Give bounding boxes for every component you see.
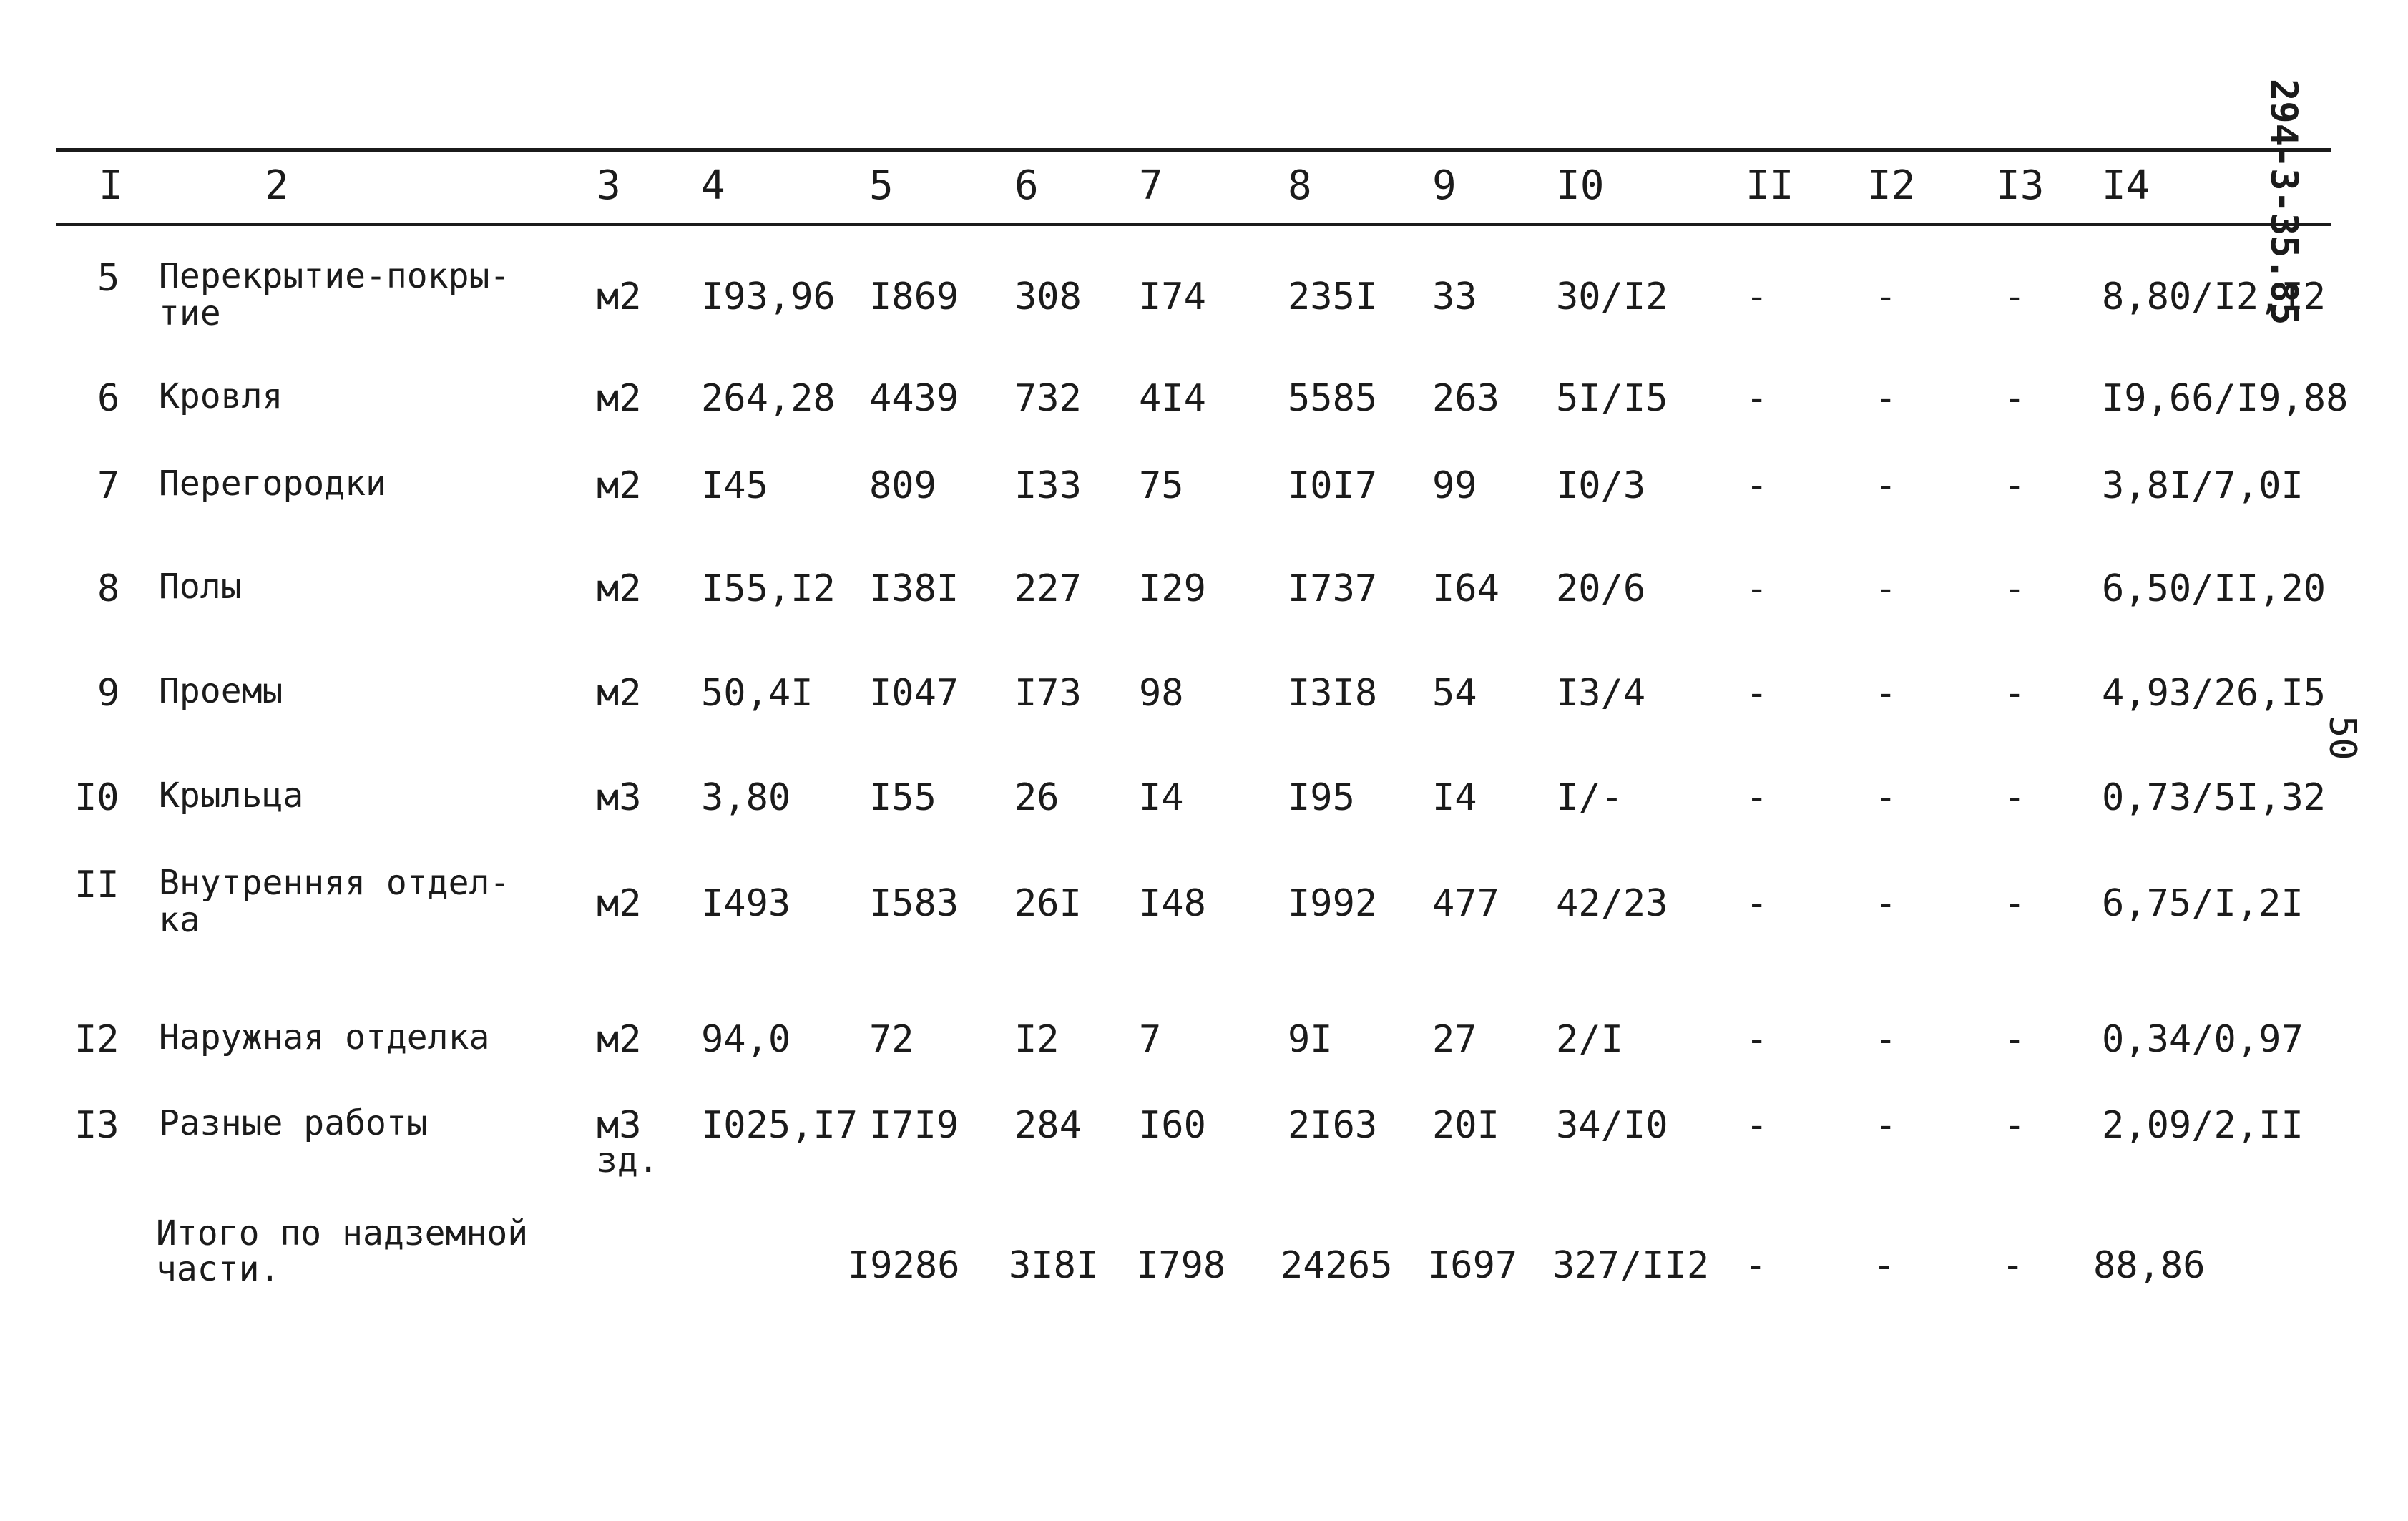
column-header: 5: [869, 162, 894, 209]
total-c10: 327/II2: [1552, 1244, 1710, 1287]
cell-c8: I3I8: [1288, 672, 1378, 715]
row-name: Полы: [159, 567, 242, 607]
cell-c11: -: [1746, 776, 1768, 819]
cell-c10: 30/I2: [1556, 275, 1668, 318]
total-label-continued: части.: [156, 1249, 280, 1289]
cell-c8: 2I63: [1288, 1104, 1378, 1147]
row-number: I0: [74, 776, 119, 819]
cell-c5: 4439: [869, 377, 959, 420]
cell-c9: 263: [1432, 377, 1499, 420]
cell-c7: 75: [1139, 464, 1184, 507]
cell-c14: 6,75/I,2I: [2102, 882, 2304, 925]
cell-c6: I73: [1014, 672, 1082, 715]
table-header-rule: [56, 223, 2331, 226]
cell-c7: 7: [1139, 1018, 1162, 1061]
cell-c7: 98: [1139, 672, 1184, 715]
cell-c13: -: [2003, 377, 2026, 420]
row-unit: м2: [597, 377, 642, 420]
row-number: 5: [97, 257, 120, 300]
cell-c12: -: [1874, 377, 1897, 420]
total-c12: -: [1873, 1244, 1896, 1287]
row-name-continued: ка: [159, 900, 200, 940]
cell-c12: -: [1874, 1104, 1897, 1147]
cell-c11: -: [1746, 567, 1768, 610]
cell-c10: 2/I: [1556, 1018, 1623, 1061]
column-header: 6: [1014, 162, 1039, 209]
cell-c10: I0/3: [1556, 464, 1646, 507]
cell-c8: 5585: [1288, 377, 1378, 420]
row-name: Разные работы: [159, 1103, 428, 1143]
column-header: 8: [1288, 162, 1312, 209]
cell-c11: -: [1746, 275, 1768, 318]
cell-c14: 6,50/II,20: [2102, 567, 2326, 610]
row-number: I2: [74, 1018, 119, 1061]
cell-c8: 235I: [1288, 275, 1378, 318]
row-name: Проемы: [159, 671, 283, 711]
row-number: 8: [97, 567, 120, 610]
document-code: 294-3-35.85: [2262, 79, 2305, 326]
row-name: Перегородки: [159, 464, 386, 504]
cell-c10: 5I/I5: [1556, 377, 1668, 420]
cell-c8: I95: [1288, 776, 1355, 819]
cell-c6: 26: [1014, 776, 1059, 819]
cell-c6: 227: [1014, 567, 1082, 610]
cell-c7: I4: [1139, 776, 1184, 819]
cell-c6: I33: [1014, 464, 1082, 507]
cell-c11: -: [1746, 882, 1768, 925]
column-header: I0: [1556, 162, 1605, 209]
cell-c6: 732: [1014, 377, 1082, 420]
column-header: I4: [2102, 162, 2150, 209]
cell-c13: -: [2003, 882, 2026, 925]
cell-c8: I737: [1288, 567, 1378, 610]
row-number: 9: [97, 672, 120, 715]
cell-c9: 33: [1432, 275, 1477, 318]
row-number: 7: [97, 464, 120, 507]
cell-c10: I/-: [1556, 776, 1623, 819]
cell-c9: I64: [1432, 567, 1499, 610]
cell-c13: -: [2003, 1018, 2026, 1061]
cell-c6: 26I: [1014, 882, 1082, 925]
cell-c4: I45: [701, 464, 768, 507]
cell-c13: -: [2003, 275, 2026, 318]
row-unit: м2: [597, 1018, 642, 1061]
cell-c5: I55: [869, 776, 936, 819]
row-unit: м2: [597, 672, 642, 715]
cell-c11: -: [1746, 672, 1768, 715]
cell-c5: I583: [869, 882, 959, 925]
cell-c14: 8,80/I2,I2: [2102, 275, 2326, 318]
cell-c4: I025,I7: [701, 1104, 858, 1147]
cell-c12: -: [1874, 1018, 1897, 1061]
cell-c9: 99: [1432, 464, 1477, 507]
row-unit: м3: [597, 776, 642, 819]
total-c5: I9286: [848, 1244, 960, 1287]
cell-c7: I74: [1139, 275, 1206, 318]
column-header: 4: [701, 162, 725, 209]
cell-c10: 42/23: [1556, 882, 1668, 925]
cell-c8: 9I: [1288, 1018, 1333, 1061]
row-unit: м2: [597, 882, 642, 925]
cell-c9: 20I: [1432, 1104, 1499, 1147]
cell-c4: 50,4I: [701, 672, 813, 715]
total-label: Итого по надземной: [156, 1213, 529, 1253]
row-number: 6: [97, 377, 120, 420]
cell-c13: -: [2003, 776, 2026, 819]
cell-c6: 308: [1014, 275, 1082, 318]
cell-c14: 0,34/0,97: [2102, 1018, 2304, 1061]
cell-c12: -: [1874, 464, 1897, 507]
cell-c11: -: [1746, 464, 1768, 507]
cell-c7: I60: [1139, 1104, 1206, 1147]
cell-c6: I2: [1014, 1018, 1059, 1061]
cell-c5: I38I: [869, 567, 959, 610]
column-header: I3: [1996, 162, 2045, 209]
cell-c4: 94,0: [701, 1018, 791, 1061]
row-name: Крыльца: [159, 776, 304, 816]
cell-c9: 54: [1432, 672, 1477, 715]
total-c14: 88,86: [2093, 1244, 2206, 1287]
cell-c8: I992: [1288, 882, 1378, 925]
row-unit: м3: [597, 1104, 642, 1147]
cell-c7: 4I4: [1139, 377, 1206, 420]
cell-c4: I93,96: [701, 275, 836, 318]
cell-c14: 3,8I/7,0I: [2102, 464, 2304, 507]
row-name: Внутренняя отдел-: [159, 863, 511, 903]
cell-c13: -: [2003, 464, 2026, 507]
cell-c10: 20/6: [1556, 567, 1646, 610]
row-number: I3: [74, 1104, 119, 1147]
cell-c12: -: [1874, 672, 1897, 715]
total-c7: I798: [1136, 1244, 1226, 1287]
cell-c13: -: [2003, 567, 2026, 610]
cell-c4: 264,28: [701, 377, 836, 420]
cell-c14: I9,66/I9,88: [2102, 377, 2349, 420]
row-unit-continued: зд.: [597, 1140, 659, 1180]
column-header: II: [1746, 162, 1794, 209]
cell-c8: I0I7: [1288, 464, 1378, 507]
cell-c11: -: [1746, 1104, 1768, 1147]
row-unit: м2: [597, 567, 642, 610]
cell-c14: 2,09/2,II: [2102, 1104, 2304, 1147]
cell-c11: -: [1746, 377, 1768, 420]
column-header: 2: [265, 162, 289, 209]
cell-c5: 809: [869, 464, 936, 507]
cell-c9: I4: [1432, 776, 1477, 819]
column-header: I2: [1867, 162, 1916, 209]
cell-c14: 0,73/5I,32: [2102, 776, 2326, 819]
table-top-rule: [56, 148, 2331, 152]
total-c6: 3I8I: [1009, 1244, 1099, 1287]
row-name: Кровля: [159, 376, 283, 416]
cell-c9: 477: [1432, 882, 1499, 925]
row-number: II: [74, 864, 119, 906]
total-c9: I697: [1428, 1244, 1518, 1287]
cell-c13: -: [2003, 1104, 2026, 1147]
row-unit: м2: [597, 464, 642, 507]
cell-c9: 27: [1432, 1018, 1477, 1061]
total-c13: -: [2002, 1244, 2025, 1287]
column-header: 9: [1432, 162, 1457, 209]
cell-c6: 284: [1014, 1104, 1082, 1147]
cell-c12: -: [1874, 567, 1897, 610]
cell-c7: I29: [1139, 567, 1206, 610]
cell-c4: 3,80: [701, 776, 791, 819]
cell-c5: I869: [869, 275, 959, 318]
cell-c14: 4,93/26,I5: [2102, 672, 2326, 715]
total-c11: -: [1744, 1244, 1767, 1287]
cell-c10: 34/I0: [1556, 1104, 1668, 1147]
cell-c12: -: [1874, 882, 1897, 925]
cell-c13: -: [2003, 672, 2026, 715]
row-name: Наружная отделка: [159, 1017, 490, 1057]
cell-c4: I493: [701, 882, 791, 925]
cell-c11: -: [1746, 1018, 1768, 1061]
cell-c10: I3/4: [1556, 672, 1646, 715]
cell-c5: 72: [869, 1018, 914, 1061]
cell-c7: I48: [1139, 882, 1206, 925]
page-number: 50: [2321, 715, 2364, 760]
column-header: 7: [1139, 162, 1163, 209]
cell-c5: I047: [869, 672, 959, 715]
cell-c12: -: [1874, 275, 1897, 318]
column-header: 3: [597, 162, 621, 209]
row-name-continued: тие: [159, 293, 221, 333]
cell-c5: I7I9: [869, 1104, 959, 1147]
row-unit: м2: [597, 275, 642, 318]
column-header: I: [99, 162, 123, 209]
total-c8: 24265: [1281, 1244, 1393, 1287]
cell-c4: I55,I2: [701, 567, 836, 610]
cell-c12: -: [1874, 776, 1897, 819]
row-name: Перекрытие-покры-: [159, 256, 511, 296]
